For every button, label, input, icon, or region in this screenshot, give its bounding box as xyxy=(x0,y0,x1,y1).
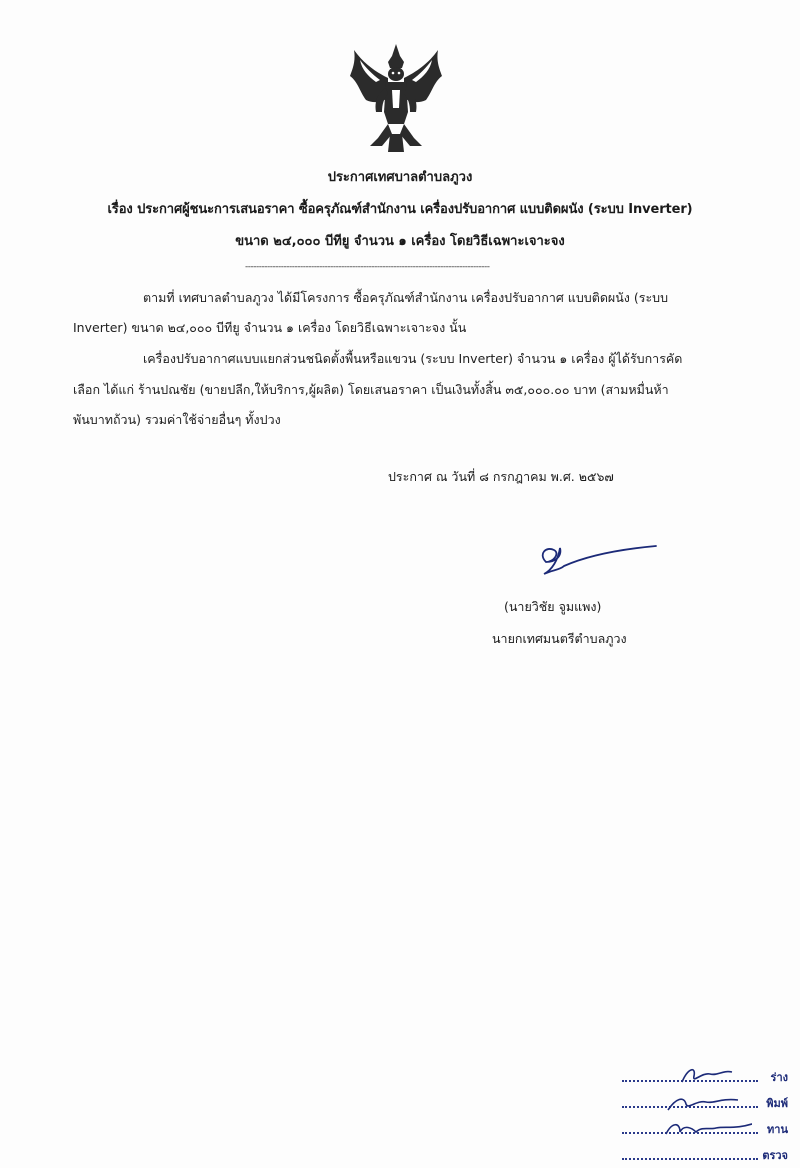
initial-row-type xyxy=(622,1092,798,1112)
signature-icon xyxy=(532,540,662,580)
signer-name: (นายวิชัย จูมแพง) xyxy=(504,599,602,614)
paragraph1-line1: ตามที่ เทศบาลตำบลภูวง ได้มีโครงการ ซื้อครุภัณฑ์สำนักงาน เครื่องปรับอากาศ แบบติดผนัง (ระบบ xyxy=(143,290,669,305)
document-org-title: ประกาศเทศบาลตำบลภูวง xyxy=(327,170,473,185)
initial-row-review xyxy=(622,1118,798,1138)
initial-label-check: ตรวจ xyxy=(762,1149,788,1162)
paragraph1-line2: Inverter) ขนาด ๒๔,๐๐๐ บีทียู จำนวน ๑ เครื่อง โดยวิธีเฉพาะเจาะจง นั้น xyxy=(73,320,467,335)
paragraph2-line3: พันบาทถ้วน) รวมค่าใช้จ่ายอื่นๆ ทั้งปวง xyxy=(73,412,281,427)
paragraph2-line2: เลือก ได้แก่ ร้านปณชัย (ขายปลีก,ให้บริการ,ผู้ผลิต) โดยเสนอราคา เป็นเงินทั้งสิ้น ๓๕,๐๐๐.๐๐ บาท (สามหมื่นห้า xyxy=(73,382,669,397)
dotted-line xyxy=(622,1158,758,1160)
initial-row-check xyxy=(622,1144,798,1164)
initial-signature-icon xyxy=(662,1114,752,1140)
initial-signature-icon xyxy=(662,1088,752,1114)
approval-initials-block xyxy=(622,1066,798,1166)
signer-position: นายกเทศมนตรีตำบลภูวง xyxy=(492,631,627,646)
document-subject-line2: ขนาด ๒๔,๐๐๐ บีทียู จำนวน ๑ เครื่อง โดยวิธีเฉพาะเจาะจง xyxy=(235,234,565,249)
announcement-date: ประกาศ ณ วันที่ ๘ กรกฎาคม พ.ศ. ๒๕๖๗ xyxy=(388,469,614,484)
garuda-emblem-icon xyxy=(346,42,446,154)
initial-label-review: ทาน xyxy=(767,1123,788,1136)
initial-label-type: พิมพ์ xyxy=(766,1097,788,1110)
initial-label-draft: ร่าง xyxy=(770,1071,788,1084)
initial-row-draft xyxy=(622,1066,798,1086)
title-separator: ----------------------------------------------------------------------------------------- xyxy=(245,262,490,272)
document-subject-line1: เรื่อง ประกาศผู้ชนะการเสนอราคา ซื้อครุภัณฑ์สำนักงาน เครื่องปรับอากาศ แบบติดผนัง (ระบบ Inverter) xyxy=(107,202,693,217)
paragraph2-line1: เครื่องปรับอากาศแบบแยกส่วนชนิดตั้งพื้นหรือแขวน (ระบบ Inverter) จำนวน ๑ เครื่อง ผู้ได้รับการคัด xyxy=(143,351,683,366)
initial-signature-icon xyxy=(662,1062,752,1088)
